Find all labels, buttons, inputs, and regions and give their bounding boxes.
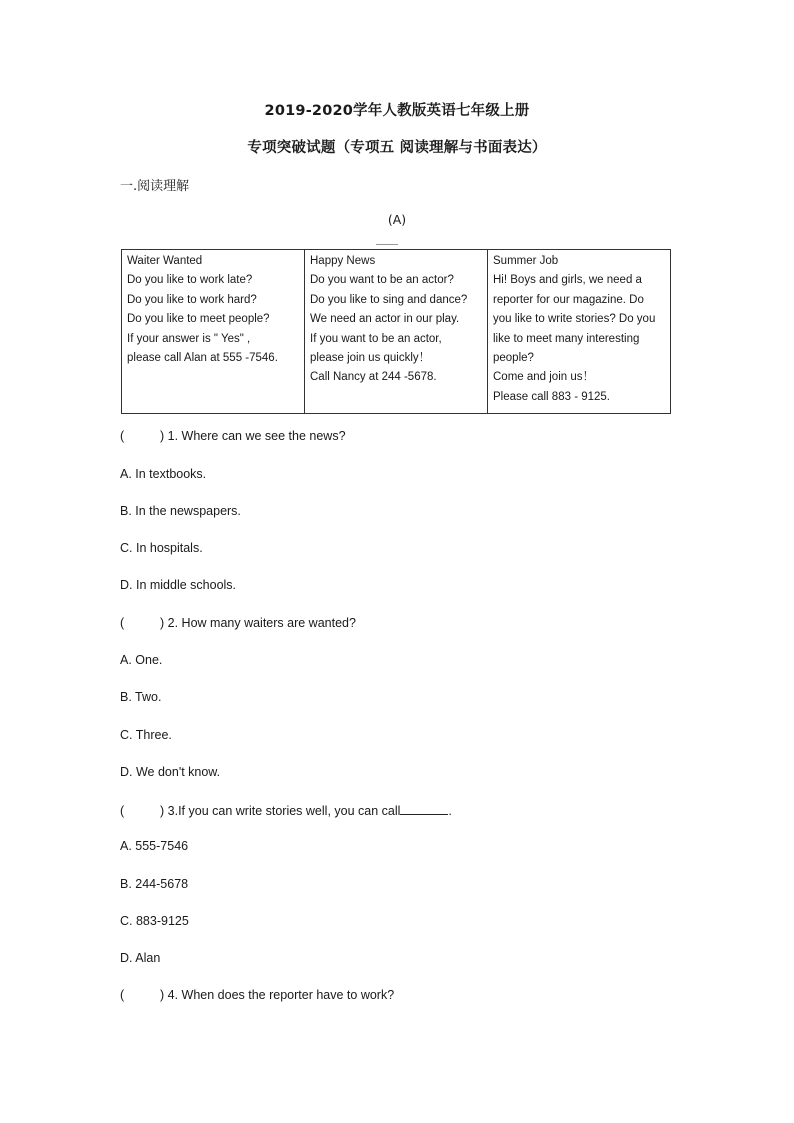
ad-line: Waiter Wanted: [127, 255, 203, 267]
ad-waiter-wanted: [122, 250, 305, 414]
option[interactable]: C. 883-9125: [120, 914, 189, 928]
question-3: [120, 802, 452, 818]
ad-line: Summer Job: [493, 255, 559, 267]
question-text: 1. Where can we see the news?: [167, 429, 346, 443]
option[interactable]: A. In textbooks.: [120, 467, 207, 481]
question-4: [120, 988, 394, 1002]
question-text: 2. How many waiters are wanted?: [167, 616, 356, 630]
ad-line: please call Alan at 555 -7546.: [127, 352, 278, 365]
document-subtitle: 专项突破试题（专项五 阅读理解与书面表达）: [247, 140, 547, 156]
ad-line: like to meet many interesting: [493, 332, 640, 345]
question-text: 3.If you can write stories well, you can call: [167, 804, 401, 818]
ads-table: [121, 249, 671, 414]
ad-line: Do you like to meet people?: [127, 313, 270, 326]
option[interactable]: D. We don't know.: [120, 765, 221, 779]
fill-in-blank[interactable]: [400, 802, 448, 815]
ad-line: Come and join us！: [493, 371, 594, 384]
option[interactable]: D. In middle schools.: [120, 578, 237, 592]
question-text: 4. When does the reporter have to work?: [167, 988, 395, 1002]
answer-paren-close: ): [160, 804, 165, 818]
ad-line: people?: [493, 352, 534, 365]
answer-paren-close: ): [160, 616, 165, 630]
ad-line: Do you like to work late?: [127, 274, 253, 287]
option[interactable]: B. Two.: [120, 690, 162, 704]
ad-line: Happy News: [310, 255, 376, 267]
ad-line: Do you like to sing and dance?: [310, 293, 468, 306]
option[interactable]: C. Three.: [120, 728, 172, 742]
section-heading: 一.阅读理解: [120, 179, 190, 194]
ad-line: We need an actor in our play.: [310, 313, 460, 326]
answer-paren-open[interactable]: (: [120, 429, 125, 443]
answer-paren-open[interactable]: (: [120, 988, 125, 1002]
ad-summer-job: [488, 250, 671, 414]
ad-line: Call Nancy at 244 -5678.: [310, 371, 437, 384]
ad-line: you like to write stories? Do you: [493, 313, 656, 326]
option[interactable]: C. In hospitals.: [120, 541, 203, 555]
document-title: 2019-2020学年人教版英语七年级上册: [264, 103, 530, 119]
option[interactable]: D. Alan: [120, 951, 161, 965]
answer-paren-open[interactable]: (: [120, 804, 125, 818]
question-text-end: .: [448, 804, 452, 818]
question-1: [120, 429, 346, 443]
ad-line: please join us quickly！: [310, 352, 431, 365]
option[interactable]: A. 555-7546: [120, 839, 189, 853]
option[interactable]: B. In the newspapers.: [120, 504, 241, 518]
ad-line: Do you want to be an actor?: [310, 274, 454, 287]
answer-paren-open[interactable]: (: [120, 616, 125, 630]
ad-line: Hi! Boys and girls, we need a: [493, 274, 642, 287]
decorative-dash: [376, 244, 398, 245]
answer-paren-close: ): [160, 429, 165, 443]
ad-line: reporter for our magazine. Do: [493, 293, 644, 306]
ads-row: [122, 250, 671, 414]
passage-label: (A): [387, 212, 407, 227]
ad-line: If you want to be an actor,: [310, 332, 442, 345]
question-2: [120, 616, 356, 630]
ad-line: If your answer is " Yes" ,: [127, 332, 251, 345]
ad-line: Do you like to work hard?: [127, 293, 257, 306]
option[interactable]: B. 244-5678: [120, 877, 189, 891]
ad-happy-news: [305, 250, 488, 414]
answer-paren-close: ): [160, 988, 165, 1002]
option[interactable]: A. One.: [120, 653, 163, 667]
ad-line: Please call 883 - 9125.: [493, 390, 610, 403]
